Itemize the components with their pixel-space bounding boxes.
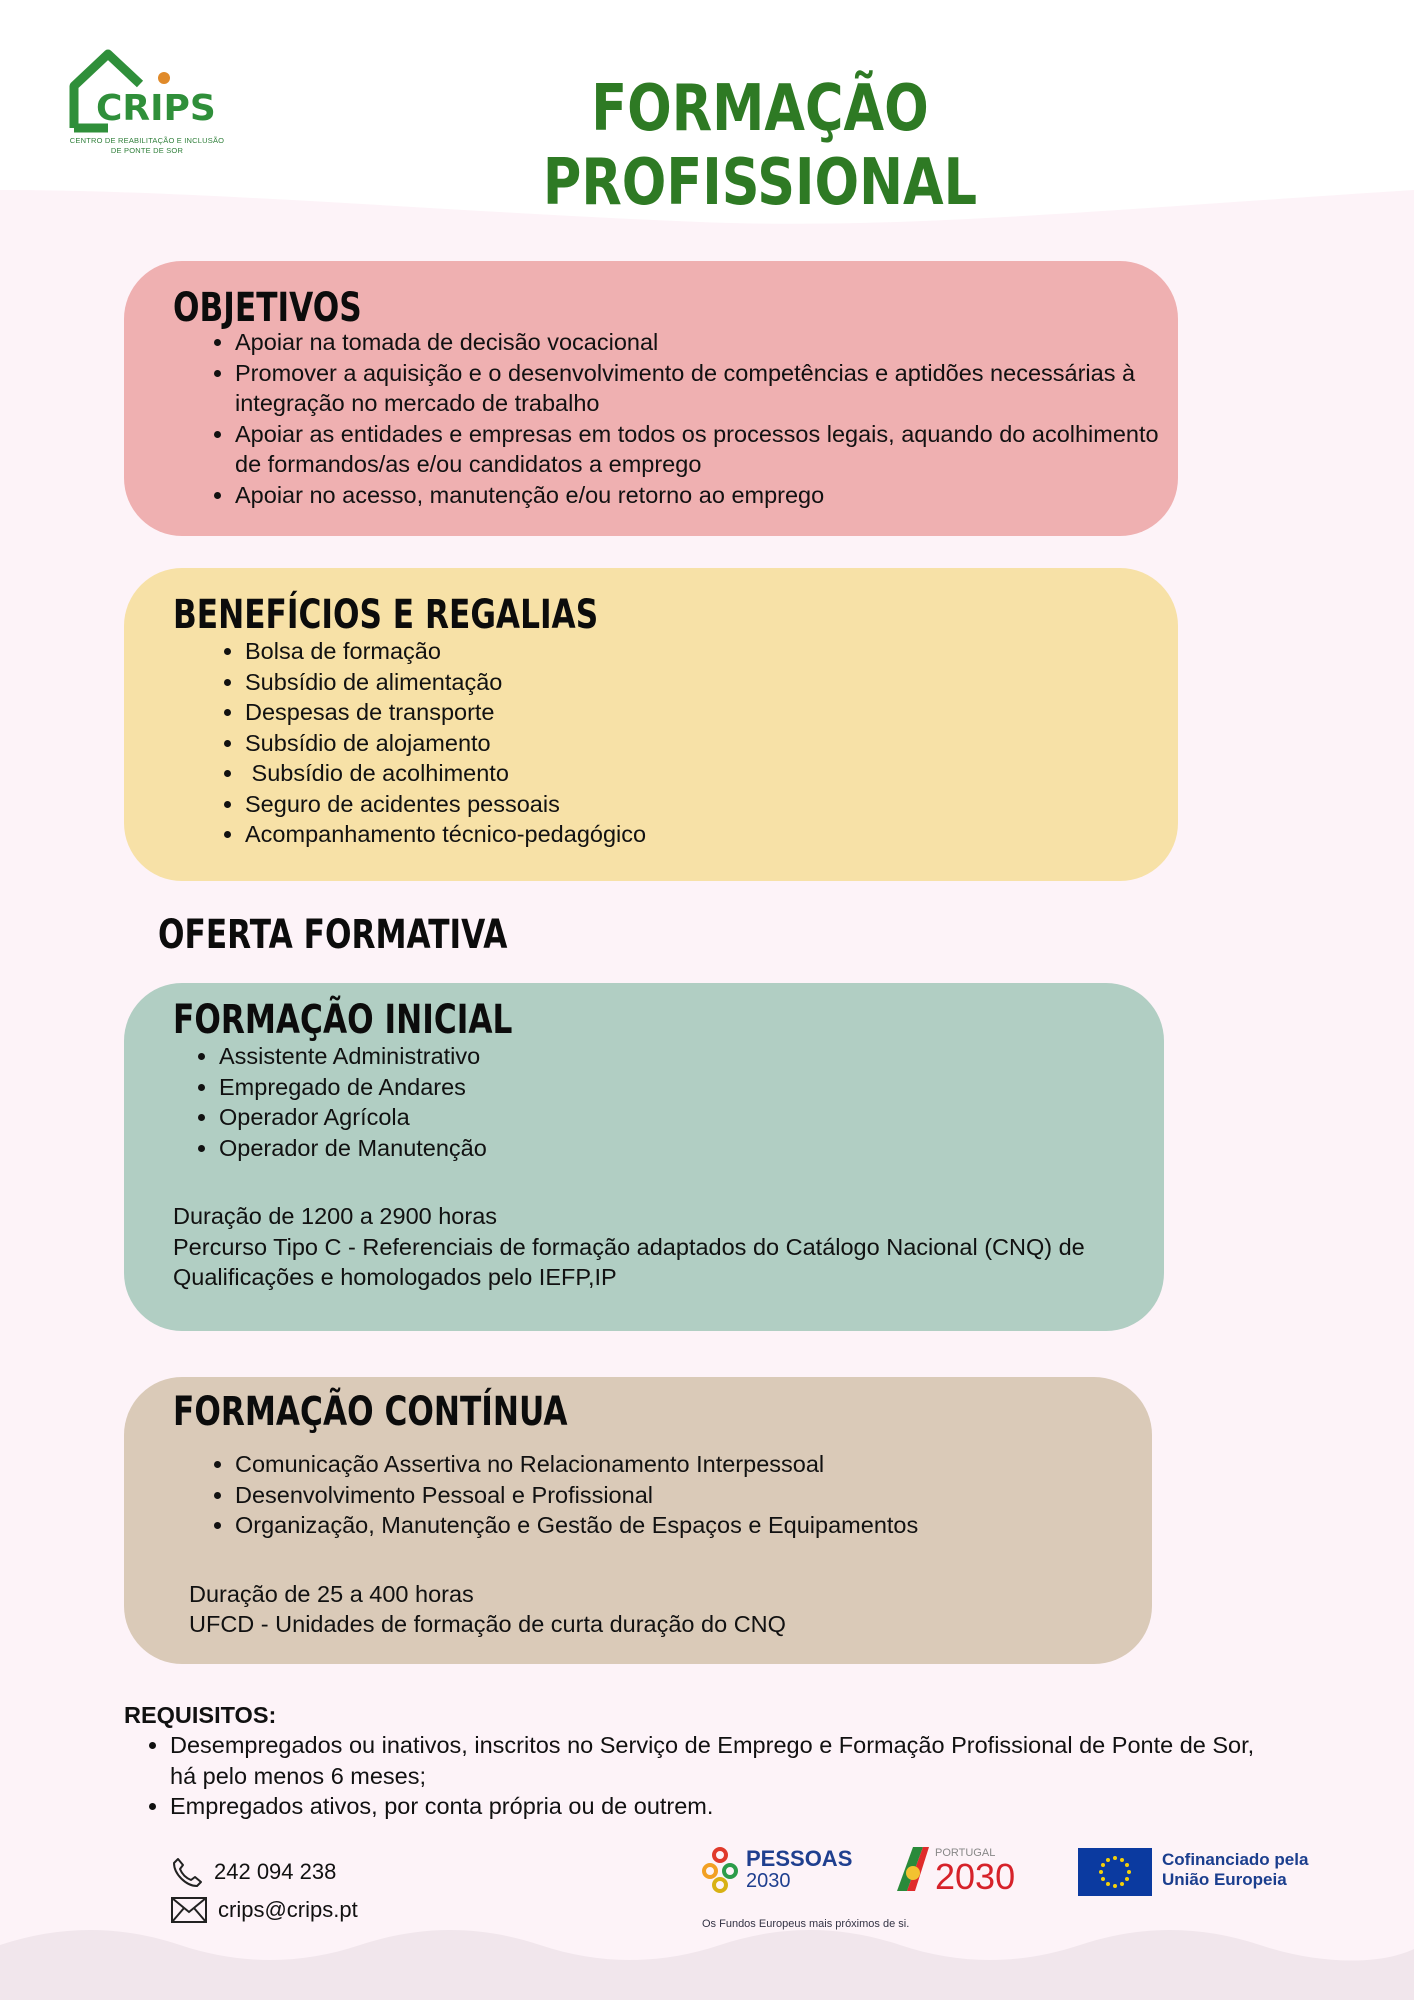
eu-line-1: Cofinanciado pela bbox=[1162, 1850, 1309, 1869]
list-item: • Acompanhamento técnico-pedagógico bbox=[245, 819, 1168, 850]
funds-tagline: Os Fundos Europeus mais próximos de si. bbox=[702, 1918, 910, 1930]
pessoas-2030-logo bbox=[700, 1845, 852, 1895]
logo-text: CRIPS bbox=[96, 88, 216, 129]
formacao-continua-card bbox=[124, 1377, 1152, 1664]
requisitos-section bbox=[124, 1700, 1284, 1822]
inicial-percurso: Percurso Tipo C - Referenciais de formação adaptados do Catálogo Nacional (CNQ) de Qualificações e homologados pelo IEFP,IP bbox=[173, 1233, 1085, 1290]
portugal-label: PORTUGAL bbox=[935, 1847, 996, 1859]
list-item: • Apoiar no acesso, manutenção e/ou retorno ao emprego bbox=[235, 480, 1168, 511]
requisitos-list bbox=[124, 1730, 1284, 1822]
portugal-year: 2030 bbox=[935, 1856, 1016, 1897]
list-item: • Subsídio de alimentação bbox=[245, 667, 1168, 698]
list-item: • Bolsa de formação bbox=[245, 636, 1168, 667]
portugal-flag-icon bbox=[893, 1843, 931, 1895]
continua-ufcd: UFCD - Unidades de formação de curta duração do CNQ bbox=[189, 1611, 786, 1637]
list-item: • Empregado de Andares bbox=[219, 1072, 1144, 1103]
phone-number: 242 094 238 bbox=[214, 1859, 337, 1884]
beneficios-card bbox=[124, 568, 1178, 881]
inicial-list bbox=[173, 1041, 1144, 1163]
list-item: • Desempregados ou inativos, inscritos no Serviço de Emprego e Formação Profissional de Ponte de Sor, há pelo menos 6 meses; bbox=[170, 1730, 1284, 1791]
beneficios-title: BENEFÍCIOS E REGALIAS bbox=[173, 592, 599, 638]
objetivos-card bbox=[124, 261, 1178, 536]
pessoas-icon bbox=[700, 1845, 740, 1895]
oferta-title: OFERTA FORMATIVA bbox=[158, 912, 508, 958]
list-item: • Organização, Manutenção e Gestão de Espaços e Equipamentos bbox=[235, 1510, 1132, 1541]
list-item: • Assistente Administrativo bbox=[219, 1041, 1144, 1072]
continua-list bbox=[173, 1449, 1132, 1541]
inicial-title: FORMAÇÃO INICIAL bbox=[173, 997, 513, 1043]
list-item: • Seguro de acidentes pessoais bbox=[245, 789, 1168, 820]
list-item: • Desenvolvimento Pessoal e Profissional bbox=[235, 1480, 1132, 1511]
email-address: crips@crips.pt bbox=[218, 1897, 358, 1922]
formacao-inicial-card bbox=[124, 983, 1164, 1331]
objetivos-title: OBJETIVOS bbox=[173, 285, 362, 331]
list-item: • Operador Agrícola bbox=[219, 1102, 1144, 1133]
list-item: • Apoiar as entidades e empresas em todos os processos legais, aquando do acolhimento de formandos/as e/ou candidatos a emprego bbox=[235, 419, 1168, 480]
bottom-wave bbox=[0, 1925, 1414, 2000]
list-item: • Subsídio de alojamento bbox=[245, 728, 1168, 759]
list-item: • Comunicação Assertiva no Relacionamento Interpessoal bbox=[235, 1449, 1132, 1480]
beneficios-list bbox=[173, 636, 1168, 850]
pessoas-year: 2030 bbox=[746, 1870, 791, 1892]
objetivos-list bbox=[173, 327, 1168, 510]
phone-contact[interactable] bbox=[170, 1856, 336, 1888]
list-item: • Operador de Manutenção bbox=[219, 1133, 1144, 1164]
list-item: • Empregados ativos, por conta própria ou de outrem. bbox=[170, 1791, 1284, 1822]
list-item: • Subsídio de acolhimento bbox=[245, 758, 1168, 789]
eu-cofinancing-text bbox=[1162, 1850, 1308, 1890]
phone-icon bbox=[170, 1856, 204, 1888]
logo-subtitle: CENTRO DE REABILITAÇÃO E INCLUSÃO DE PONTE DE SOR bbox=[69, 136, 225, 155]
page-title: FORMAÇÃO PROFISSIONAL bbox=[542, 72, 978, 220]
list-item: • Despesas de transporte bbox=[245, 697, 1168, 728]
email-contact[interactable] bbox=[170, 1896, 358, 1924]
requisitos-title: REQUISITOS: bbox=[124, 1702, 277, 1728]
list-item: • Apoiar na tomada de decisão vocacional bbox=[235, 327, 1168, 358]
portugal-2030-logo bbox=[893, 1843, 1015, 1895]
eu-line-2: União Europeia bbox=[1162, 1870, 1287, 1889]
continua-duracao: Duração de 25 a 400 horas bbox=[189, 1580, 474, 1607]
mail-icon bbox=[170, 1896, 208, 1924]
list-item: • Promover a aquisição e o desenvolvimento de competências e aptidões necessárias à integração no mercado de trabalho bbox=[235, 358, 1168, 419]
continua-title: FORMAÇÃO CONTÍNUA bbox=[173, 1389, 568, 1435]
inicial-duracao: Duração de 1200 a 2900 horas bbox=[173, 1203, 498, 1229]
pessoas-label: PESSOAS bbox=[746, 1846, 853, 1871]
eu-flag-icon bbox=[1078, 1848, 1152, 1896]
